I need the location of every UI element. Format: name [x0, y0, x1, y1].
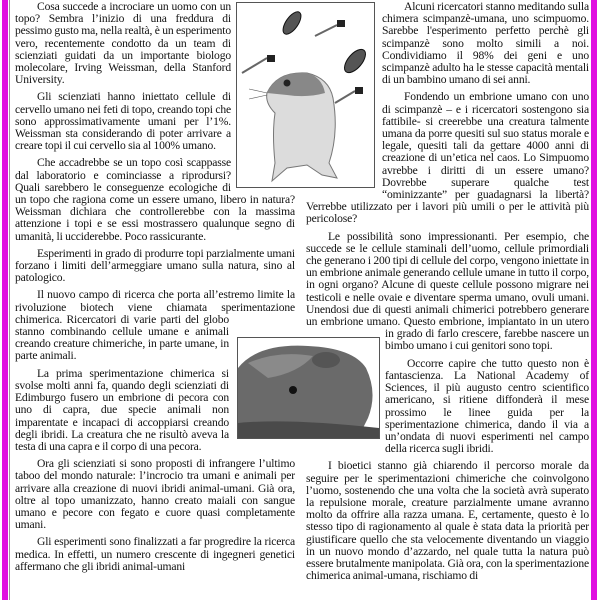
hamster-juggling-illustration [236, 2, 375, 188]
paragraph: Esperimenti in grado di produrre topi parzialmente umani forzano i limiti dell’armeggiare umano sulla natura, sino al patologico. [15, 246, 295, 285]
paragraph: Cosa succede a incrociare un uomo con un topo? Sembra l’inizio di una freddura di pessimo gusto ma, nella realtà, è un esperimento vero, recentemente condotto da un team di scienziati guidati da un importante biologo molecolare, Irving Weissman, della Stanford University. [15, 0, 231, 87]
paragraph: Ora gli scienziati si sono proposti di infrangere l’ultimo taboo del mondo naturale: l’incrocio tra umani e animali per arrivare alla creazione di nuovi ibridi animal-umani. Già ora, oltre al topo umanizzato, hanno creato maiali con sangue umano e pecore con fegato e cuore quasi completamente umani. [15, 457, 295, 532]
paragraph: Gli esperimenti sono finalizzati a far progredire la ricerca medica. In effetti, un numero crescente di ingegneri genetici affermano che gli ibridi animal-umani [15, 535, 295, 573]
float-pusher [295, 193, 296, 321]
paragraph: Che accadrebbe se un topo così scappasse dal laboratorio e cominciasse a riprodursi? Quali sarebbero le conseguenze ecologiche di un topo che ragiona come un essere umano, libero in natura? Weissman dichiara che controllerebbe con la massima attenzione i topi e se essi mostrassero qualunque segno di umanità, li ucciderebbe. Poco rassicurante. [15, 156, 295, 243]
paragraph: Fondendo un embrione umano con uno di scimpanzè – e i ricercatori sostengono sia fattibile- si creerebbe una creatura talmente umana da porre quesiti sul suo status morale e legale, quesiti tali da gettare 4000 anni di creazione di un’etica nel caos. Lo Simpuomo avrebbe i diritti di un essere umano? Dovrebbe superare qualche test “ominizzante” per guadagnarsi la libertà? Verrebbe utilizzato per i lavori più umili o per le attività più pericolose? [306, 90, 590, 226]
paragraph: Gli scienziati hanno iniettato cellule di cervello umano nei feti di topo, creando topi che sono approssimativamente umani per l’1%. Weissman sta considerando di poter arrivare a creare topi il cui cervello sia al 100% umano. [15, 90, 231, 153]
paragraph: Occorre capire che tutto questo non è fantascienza. La National Academy of Sciences, il più augusto centro scientifico americano, si ritiene diffonderà il mese prossimo le linee guida per la sperimentazione chimerica, dando il via a un’ondata di nuovi esperimenti nel campo della ricerca sugli ibridi. [385, 356, 589, 456]
right-border-accent [591, 0, 597, 600]
paragraph: La prima sperimentazione chimerica si svolse molti anni fa, quando degli scienziati di Edimburgo fusero un embrione di pecora con uno di capra, due specie animali non imparentate e incapaci di accoppiarsi creando degli ibridi. La creatura che ne risultò aveva la testa di una capra e il corpo di una pecora. [15, 366, 229, 453]
paragraph: Le possibilità sono impressionanti. Per esempio, che succede se le cellule staminali dell’uomo, cellule primordiali che generano i 200 tipi di cellule del corpo, vengono iniettate in un embrione animale generando cellule umane in tutto il corpo, in ogni organo? Alcune di queste cellule possono migrare nei testicoli e nelle ovaie e diventare sperma umano, ovuli umani. Unendosi due di questi animali chimerici potrebbero generare un embrione umano. Questo embrione, impiantato in un utero in grado di farlo crescere, farebbe nascere un bimbo umano i cui genitori sono topi. [306, 229, 589, 353]
left-border-accent [2, 0, 8, 600]
paragraph: I bioetici stanno già chiarendo il percorso morale da seguire per le sperimentazioni chimeriche che coinvolgono l’uomo, sostenendo che una volta che la società avrà superato la repulsione morale, creature parzialmente umane avranno molto da offrire alla razza umana. E, certamente, questo è lo stesso tipo di ragionamento al quale è stata data la priorità per giustificare quello che sta velocemente diventando un viaggio in un nuovo mondo d’azzardo, nel quale tutta la natura può essere brutalmente manipolata. Già ora, con la sperimentazione chimerica animal-umana, rischiamo di [306, 459, 589, 583]
paragraph: Alcuni ricercatori stanno meditando sulla chimera scimpanzè-umana, uno scimpuomo. Sarebbe l'esperimento perfetto perchè gli scimpanzè sono molto simili a noi. Condividiamo il 98% dei geni e uno scimpanzè adulto ha le stesse capacità mentali di un bambino umano di sei anni. [382, 0, 589, 87]
guinea-pig-photo [237, 337, 380, 439]
paragraph: Il nuovo campo di ricerca che porta all’estremo limite la rivoluzione biotech viene chiamata sperimentazione chimerica. Ricercatori di varie parti del globo stanno combinando cellule umane e animali creando creature chimeriche, in parte umane, in parte animali. [15, 288, 295, 363]
left-margin-line [9, 0, 10, 600]
